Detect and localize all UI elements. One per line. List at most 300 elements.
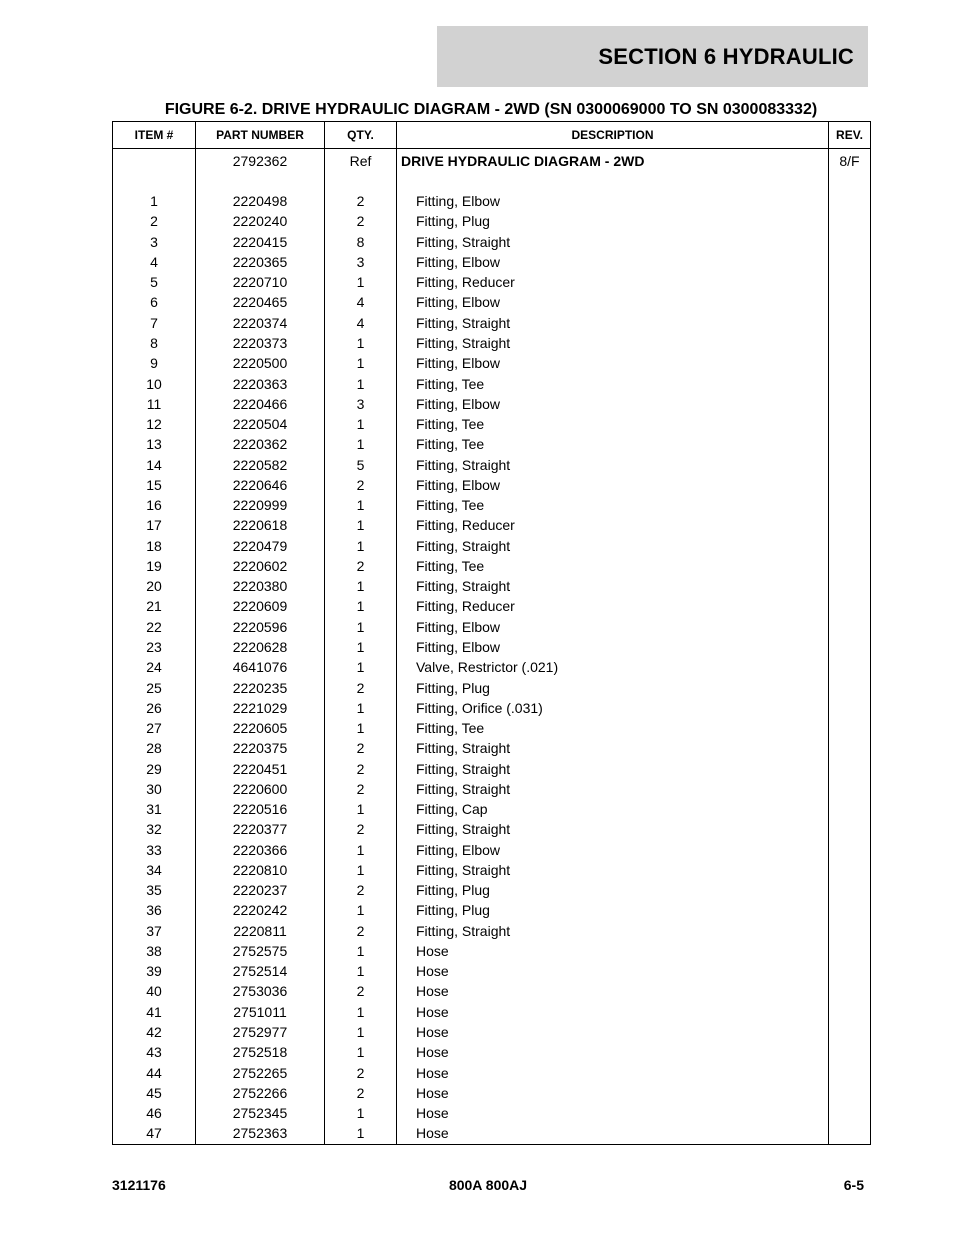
description: Hose — [397, 1083, 829, 1103]
quantity: 1 — [325, 373, 397, 393]
description: Fitting, Orifice (.031) — [397, 698, 829, 718]
part-number: 2220373 — [196, 333, 325, 353]
rev — [829, 556, 871, 576]
page-footer — [112, 1177, 864, 1197]
part-number: 2220235 — [196, 677, 325, 697]
table-row — [113, 779, 871, 799]
quantity: 1 — [325, 961, 397, 981]
column-header-item: ITEM # — [113, 122, 196, 149]
part-number: 2753036 — [196, 981, 325, 1001]
quantity: 1 — [325, 698, 397, 718]
description: Fitting, Elbow — [397, 394, 829, 414]
part-number: 2220365 — [196, 252, 325, 272]
quantity: 2 — [325, 191, 397, 211]
quantity: 2 — [325, 475, 397, 495]
part-number: 2220609 — [196, 596, 325, 616]
rev — [829, 576, 871, 596]
quantity: 2 — [325, 758, 397, 778]
rev — [829, 941, 871, 961]
table-row — [113, 1103, 871, 1123]
item-number: 25 — [113, 677, 196, 697]
rev — [829, 961, 871, 981]
rev — [829, 758, 871, 778]
item-number: 11 — [113, 394, 196, 414]
item-number: 13 — [113, 434, 196, 454]
item-number: 21 — [113, 596, 196, 616]
part-number: 2220498 — [196, 191, 325, 211]
table-row — [113, 272, 871, 292]
quantity: 4 — [325, 313, 397, 333]
description: Fitting, Straight — [397, 232, 829, 252]
description: Fitting, Straight — [397, 738, 829, 758]
quantity: 2 — [325, 556, 397, 576]
rev — [829, 1042, 871, 1062]
item-number: 29 — [113, 758, 196, 778]
item-number: 36 — [113, 900, 196, 920]
table-row — [113, 596, 871, 616]
part-number: 2220810 — [196, 860, 325, 880]
part-number: 2220466 — [196, 394, 325, 414]
description: Fitting, Straight — [397, 921, 829, 941]
item-number: 24 — [113, 657, 196, 677]
part-number: 2220380 — [196, 576, 325, 596]
item-number: 28 — [113, 738, 196, 758]
table-row — [113, 677, 871, 697]
item-number: 18 — [113, 536, 196, 556]
rev — [829, 738, 871, 758]
item-number: 32 — [113, 819, 196, 839]
item-number: 30 — [113, 779, 196, 799]
description: Hose — [397, 1062, 829, 1082]
part-number: 2220605 — [196, 718, 325, 738]
rev — [829, 272, 871, 292]
part-number: 2752514 — [196, 961, 325, 981]
quantity: 1 — [325, 596, 397, 616]
rev — [829, 921, 871, 941]
rev — [829, 860, 871, 880]
table-row — [113, 495, 871, 515]
quantity: 1 — [325, 1022, 397, 1042]
quantity: 1 — [325, 900, 397, 920]
description: Fitting, Straight — [397, 313, 829, 333]
description: Fitting, Straight — [397, 536, 829, 556]
rev — [829, 333, 871, 353]
part-number: 2752518 — [196, 1042, 325, 1062]
item-number: 44 — [113, 1062, 196, 1082]
part-number: 2752363 — [196, 1123, 325, 1145]
rev — [829, 475, 871, 495]
quantity: 1 — [325, 941, 397, 961]
rev — [829, 840, 871, 860]
item-number: 43 — [113, 1042, 196, 1062]
description: Fitting, Tee — [397, 718, 829, 738]
part-number: 2220240 — [196, 211, 325, 231]
quantity: 1 — [325, 1002, 397, 1022]
rev — [829, 718, 871, 738]
description: Fitting, Elbow — [397, 637, 829, 657]
quantity: 2 — [325, 779, 397, 799]
description: Fitting, Tee — [397, 495, 829, 515]
rev — [829, 252, 871, 272]
description: Hose — [397, 1103, 829, 1123]
description: Fitting, Elbow — [397, 353, 829, 373]
description: Fitting, Elbow — [397, 475, 829, 495]
quantity: 1 — [325, 272, 397, 292]
item-number: 37 — [113, 921, 196, 941]
part-number: 2220582 — [196, 454, 325, 474]
rev — [829, 373, 871, 393]
item-number: 15 — [113, 475, 196, 495]
quantity: 2 — [325, 738, 397, 758]
rev — [829, 596, 871, 616]
table-row — [113, 758, 871, 778]
table-row — [113, 819, 871, 839]
table-row — [113, 536, 871, 556]
footer-manual-number: 3121176 — [112, 1177, 166, 1193]
description: Hose — [397, 981, 829, 1001]
part-number: 2221029 — [196, 698, 325, 718]
part-number: 2220504 — [196, 414, 325, 434]
description: Hose — [397, 941, 829, 961]
description: Fitting, Plug — [397, 880, 829, 900]
quantity: 2 — [325, 1062, 397, 1082]
table-row — [113, 961, 871, 981]
item-number: 12 — [113, 414, 196, 434]
part-number: 2220362 — [196, 434, 325, 454]
rev — [829, 313, 871, 333]
rev — [829, 617, 871, 637]
rev — [829, 981, 871, 1001]
table-row — [113, 454, 871, 474]
table-row — [113, 576, 871, 596]
rev — [829, 394, 871, 414]
description: Fitting, Straight — [397, 454, 829, 474]
part-number: 2220628 — [196, 637, 325, 657]
description: Fitting, Straight — [397, 860, 829, 880]
rev — [829, 779, 871, 799]
rev — [829, 677, 871, 697]
rev — [829, 799, 871, 819]
rev — [829, 454, 871, 474]
quantity: 1 — [325, 637, 397, 657]
description: Hose — [397, 961, 829, 981]
rev — [829, 1123, 871, 1145]
quantity: 1 — [325, 576, 397, 596]
rev — [829, 211, 871, 231]
quantity: 3 — [325, 252, 397, 272]
quantity: 1 — [325, 1042, 397, 1062]
part-number: 2220451 — [196, 758, 325, 778]
table-row — [113, 880, 871, 900]
item-number: 14 — [113, 454, 196, 474]
part-number: 2220600 — [196, 779, 325, 799]
part-number: 2752575 — [196, 941, 325, 961]
part-number: 2220479 — [196, 536, 325, 556]
item-number: 19 — [113, 556, 196, 576]
quantity: 1 — [325, 840, 397, 860]
part-number: 2752265 — [196, 1062, 325, 1082]
table-row — [113, 515, 871, 535]
part-number: 2220618 — [196, 515, 325, 535]
item-number: 40 — [113, 981, 196, 1001]
item-number: 1 — [113, 191, 196, 211]
quantity: 8 — [325, 232, 397, 252]
rev — [829, 292, 871, 312]
quantity: 2 — [325, 1083, 397, 1103]
rev — [829, 819, 871, 839]
quantity: 1 — [325, 1103, 397, 1123]
item-number: 27 — [113, 718, 196, 738]
description: Fitting, Elbow — [397, 617, 829, 637]
description: Fitting, Elbow — [397, 292, 829, 312]
item-number: 31 — [113, 799, 196, 819]
description: Fitting, Elbow — [397, 252, 829, 272]
table-header-row — [113, 122, 871, 149]
item-number: 45 — [113, 1083, 196, 1103]
description: Hose — [397, 1002, 829, 1022]
rev — [829, 698, 871, 718]
description: Fitting, Plug — [397, 677, 829, 697]
item-number: 5 — [113, 272, 196, 292]
description: Fitting, Straight — [397, 758, 829, 778]
item-number: 17 — [113, 515, 196, 535]
description: Fitting, Tee — [397, 373, 829, 393]
part-number: 2220516 — [196, 799, 325, 819]
table-row — [113, 1123, 871, 1145]
table-row — [113, 373, 871, 393]
part-number: 2752977 — [196, 1022, 325, 1042]
column-header-qty: QTY. — [325, 122, 397, 149]
description: Fitting, Elbow — [397, 840, 829, 860]
rev — [829, 495, 871, 515]
part-number: 2751011 — [196, 1002, 325, 1022]
quantity: 1 — [325, 617, 397, 637]
table-row — [113, 211, 871, 231]
rev — [829, 1062, 871, 1082]
table-row — [113, 232, 871, 252]
part-number: 2752266 — [196, 1083, 325, 1103]
item-number: 9 — [113, 353, 196, 373]
part-number: 2220646 — [196, 475, 325, 495]
table-row — [113, 475, 871, 495]
description: Fitting, Straight — [397, 576, 829, 596]
description: Fitting, Tee — [397, 434, 829, 454]
item-number: 35 — [113, 880, 196, 900]
rev — [829, 515, 871, 535]
rev — [829, 536, 871, 556]
ref-qty: Ref — [325, 149, 397, 174]
quantity: 1 — [325, 799, 397, 819]
part-number: 2220242 — [196, 900, 325, 920]
table-row — [113, 191, 871, 211]
rev — [829, 1002, 871, 1022]
quantity: 2 — [325, 880, 397, 900]
table-row — [113, 353, 871, 373]
quantity: 2 — [325, 921, 397, 941]
ref-rev: 8/F — [829, 149, 871, 174]
column-header-rev: REV. — [829, 122, 871, 149]
part-number: 2220500 — [196, 353, 325, 373]
table-row — [113, 698, 871, 718]
part-number: 2220363 — [196, 373, 325, 393]
description: Fitting, Plug — [397, 211, 829, 231]
item-number: 42 — [113, 1022, 196, 1042]
part-number: 2220374 — [196, 313, 325, 333]
item-number: 10 — [113, 373, 196, 393]
item-number: 8 — [113, 333, 196, 353]
rev — [829, 1022, 871, 1042]
quantity: 1 — [325, 515, 397, 535]
table-row — [113, 657, 871, 677]
description: Fitting, Straight — [397, 333, 829, 353]
rev — [829, 232, 871, 252]
description: Fitting, Straight — [397, 779, 829, 799]
quantity: 2 — [325, 211, 397, 231]
quantity: 2 — [325, 677, 397, 697]
table-row — [113, 617, 871, 637]
part-number: 2220375 — [196, 738, 325, 758]
description: Fitting, Elbow — [397, 191, 829, 211]
quantity: 1 — [325, 414, 397, 434]
section-banner — [437, 26, 868, 87]
part-number: 2220602 — [196, 556, 325, 576]
table-row — [113, 840, 871, 860]
description: Fitting, Tee — [397, 556, 829, 576]
description: Hose — [397, 1042, 829, 1062]
table-row — [113, 981, 871, 1001]
item-number: 34 — [113, 860, 196, 880]
part-number: 2220377 — [196, 819, 325, 839]
rev — [829, 414, 871, 434]
part-number: 2220415 — [196, 232, 325, 252]
description: Fitting, Plug — [397, 900, 829, 920]
table-row — [113, 1083, 871, 1103]
table-row — [113, 434, 871, 454]
description: Fitting, Cap — [397, 799, 829, 819]
description: Fitting, Straight — [397, 819, 829, 839]
quantity: 1 — [325, 536, 397, 556]
table-row — [113, 738, 871, 758]
table-row — [113, 900, 871, 920]
quantity: 2 — [325, 981, 397, 1001]
item-number: 39 — [113, 961, 196, 981]
part-number: 2220596 — [196, 617, 325, 637]
quantity: 3 — [325, 394, 397, 414]
ref-description: DRIVE HYDRAULIC DIAGRAM - 2WD — [397, 149, 829, 174]
table-row — [113, 799, 871, 819]
quantity: 4 — [325, 292, 397, 312]
item-number: 33 — [113, 840, 196, 860]
table-row — [113, 1002, 871, 1022]
rev — [829, 657, 871, 677]
table-row — [113, 1062, 871, 1082]
table-row — [113, 333, 871, 353]
quantity: 1 — [325, 333, 397, 353]
part-number: 2220465 — [196, 292, 325, 312]
column-header-description: DESCRIPTION — [397, 122, 829, 149]
table-row — [113, 292, 871, 312]
part-number: 2220811 — [196, 921, 325, 941]
rev — [829, 900, 871, 920]
description: Hose — [397, 1123, 829, 1145]
item-number: 22 — [113, 617, 196, 637]
spacer-row — [113, 173, 871, 191]
table-row — [113, 860, 871, 880]
ref-item — [113, 149, 196, 174]
quantity: 1 — [325, 1123, 397, 1145]
quantity: 1 — [325, 353, 397, 373]
rev — [829, 353, 871, 373]
reference-row — [113, 149, 871, 174]
quantity: 1 — [325, 860, 397, 880]
column-header-part-number: PART NUMBER — [196, 122, 325, 149]
part-number: 2220366 — [196, 840, 325, 860]
item-number: 47 — [113, 1123, 196, 1145]
part-number: 2752345 — [196, 1103, 325, 1123]
item-number: 4 — [113, 252, 196, 272]
rev — [829, 637, 871, 657]
item-number: 46 — [113, 1103, 196, 1123]
rev — [829, 191, 871, 211]
part-number: 2220710 — [196, 272, 325, 292]
table-row — [113, 718, 871, 738]
quantity: 1 — [325, 495, 397, 515]
item-number: 6 — [113, 292, 196, 312]
quantity: 1 — [325, 657, 397, 677]
footer-page-number: 6-5 — [843, 1177, 864, 1193]
table-row — [113, 252, 871, 272]
table-row — [113, 921, 871, 941]
quantity: 1 — [325, 718, 397, 738]
parts-table — [112, 121, 871, 1145]
table-row — [113, 637, 871, 657]
item-number: 7 — [113, 313, 196, 333]
rev — [829, 1083, 871, 1103]
part-number: 2220999 — [196, 495, 325, 515]
rev — [829, 434, 871, 454]
table-row — [113, 414, 871, 434]
rev — [829, 1103, 871, 1123]
table-row — [113, 1022, 871, 1042]
description: Fitting, Reducer — [397, 596, 829, 616]
item-number: 2 — [113, 211, 196, 231]
item-number: 26 — [113, 698, 196, 718]
quantity: 2 — [325, 819, 397, 839]
item-number: 23 — [113, 637, 196, 657]
table-row — [113, 313, 871, 333]
part-number: 2220237 — [196, 880, 325, 900]
part-number: 4641076 — [196, 657, 325, 677]
description: Valve, Restrictor (.021) — [397, 657, 829, 677]
item-number: 38 — [113, 941, 196, 961]
table-row — [113, 1042, 871, 1062]
figure-title: FIGURE 6-2. DRIVE HYDRAULIC DIAGRAM - 2WD (SN 0300069000 TO SN 0300083332) — [164, 101, 818, 118]
item-number: 3 — [113, 232, 196, 252]
description: Fitting, Tee — [397, 414, 829, 434]
ref-part-number: 2792362 — [196, 149, 325, 174]
description: Fitting, Reducer — [397, 515, 829, 535]
table-row — [113, 556, 871, 576]
description: Fitting, Reducer — [397, 272, 829, 292]
table-row — [113, 941, 871, 961]
quantity: 1 — [325, 434, 397, 454]
section-title: SECTION 6 HYDRAULIC — [598, 43, 854, 69]
description: Hose — [397, 1022, 829, 1042]
item-number: 16 — [113, 495, 196, 515]
footer-model: 800A 800AJ — [448, 1177, 528, 1193]
item-number: 20 — [113, 576, 196, 596]
rev — [829, 880, 871, 900]
